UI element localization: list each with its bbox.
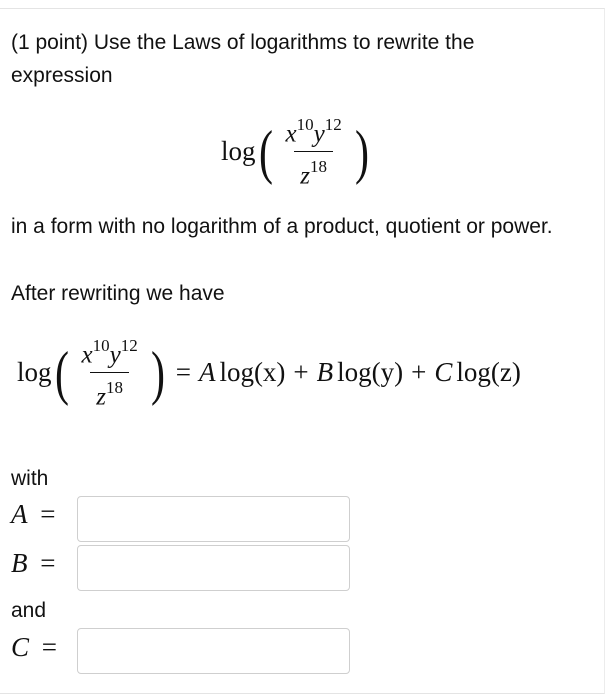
- y-var: y: [313, 120, 325, 148]
- y-var: y: [109, 341, 121, 369]
- coef-b: B: [316, 357, 334, 388]
- log-y: log(y): [337, 357, 404, 388]
- log-x: log(x): [219, 357, 286, 388]
- log-expression: [221, 112, 372, 192]
- log-label: log: [17, 357, 52, 388]
- z-exponent: 18: [105, 378, 123, 398]
- x-exponent: 10: [92, 336, 110, 355]
- x-exponent: 10: [296, 115, 314, 134]
- y-exponent: 12: [120, 336, 138, 355]
- right-paren: ): [150, 339, 165, 406]
- answer-c-label: [11, 632, 57, 663]
- rewritten-equation: [17, 333, 521, 413]
- plus-sign-2: +: [411, 357, 427, 388]
- answer-a-input[interactable]: [77, 496, 350, 542]
- problem-middle-text: in a form with no logarithm of a product, quotient or power.: [11, 215, 553, 238]
- x-var: x: [81, 341, 93, 369]
- answer-a-label: [11, 499, 55, 530]
- answer-c-input[interactable]: [77, 628, 350, 674]
- log-z: log(z): [456, 357, 521, 388]
- coef-a: A: [198, 357, 216, 388]
- answer-a-equals: =: [40, 499, 56, 529]
- fraction-denominator: [90, 372, 129, 412]
- z-var: z: [300, 162, 310, 190]
- coef-c: C: [434, 357, 453, 388]
- answer-c-var: C: [11, 632, 30, 662]
- answer-b-var: B: [11, 548, 28, 578]
- answer-b-label: [11, 548, 55, 579]
- left-paren: (: [258, 118, 273, 185]
- y-exponent: 12: [324, 115, 342, 134]
- problem-intro: (1 point) Use the Laws of logarithms to rewrite the expression: [11, 31, 475, 87]
- problem-after-text: After rewriting we have: [11, 282, 225, 305]
- left-paren: (: [54, 339, 69, 406]
- fraction-numerator: [280, 112, 348, 151]
- z-var: z: [96, 383, 106, 411]
- with-text: with: [11, 467, 49, 490]
- answer-b-input[interactable]: [77, 545, 350, 591]
- z-exponent: 18: [309, 157, 327, 177]
- answer-b-equals: =: [40, 548, 56, 578]
- and-text: and: [11, 599, 47, 622]
- right-paren: ): [354, 118, 369, 185]
- x-var: x: [285, 120, 297, 148]
- log-label: log: [221, 136, 256, 167]
- fraction-numerator: [76, 333, 144, 372]
- answer-a-var: A: [11, 499, 28, 529]
- answer-c-equals: =: [41, 632, 57, 662]
- equals-sign: =: [175, 357, 191, 388]
- fraction-denominator: [294, 151, 333, 191]
- fraction: [280, 112, 348, 192]
- fraction: [76, 333, 144, 413]
- plus-sign-1: +: [293, 357, 309, 388]
